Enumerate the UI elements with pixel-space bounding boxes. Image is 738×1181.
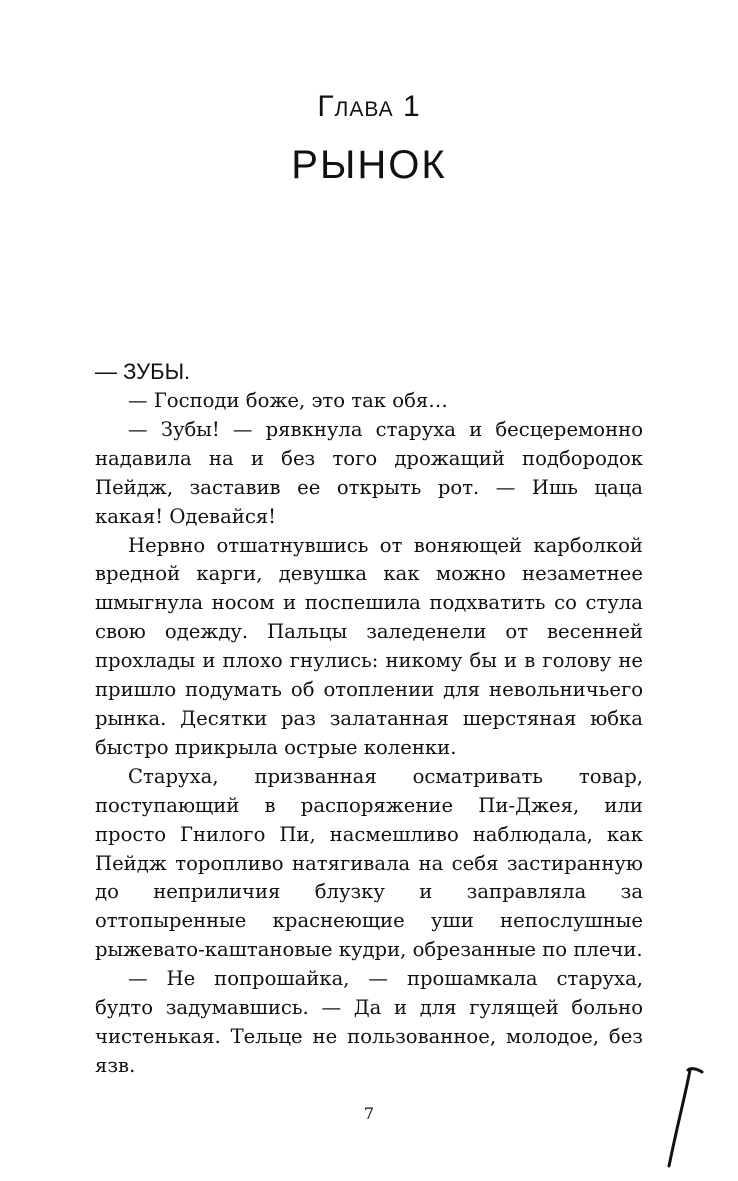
paragraph: — Господи боже, это так обя… — [128, 389, 448, 412]
paragraph: Старуха, призванная осматривать товар, поступающий в распоряжение Пи-Джея, или просто Гнилого Пи, насмешливо наблюдала, как Пейдж торопливо натягивала на себя застиранную до неприличия блузку и заправляла за оттопыренные краснеющие уши непослушные рыжевато-каштановые кудри, обрезанные по плечи. — [95, 764, 643, 962]
page-number: 7 — [363, 1104, 375, 1123]
opening-line: — ЗУБЫ. — [95, 359, 191, 384]
pen-stroke-mark — [660, 1062, 710, 1172]
paragraph: Нервно отшатнувшись от воняющей карболкой вредной карги, девушка как можно незаметнее шмыгнула носом и поспешила подхватить со стула свою одежду. Пальцы заледенели от весенней прохлады и плохо гнулись: никому бы и в голову не пришло подумать об отоплении для невольничьего рынка. Десятки раз залатанная шерстяная юбка быстро прикрыла острые коленки. — [95, 533, 643, 759]
paragraph: — Не попрошайка, — прошамкала старуха, будто задумавшись. — Да и для гулящей больно чистенькая. Тельце не пользованное, молодое, без язв. — [95, 967, 643, 1077]
paragraph: — Зубы! — рявкнула старуха и бесцеремонно надавила на и без того дрожащий подбородок Пейдж, заставив ее открыть рот. — Ишь цаца какая! Одевайся! — [95, 417, 643, 528]
chapter-label: Глава 1 — [317, 90, 421, 123]
body-text — [95, 387, 643, 1081]
chapter-title: РЫНОК — [291, 143, 447, 187]
